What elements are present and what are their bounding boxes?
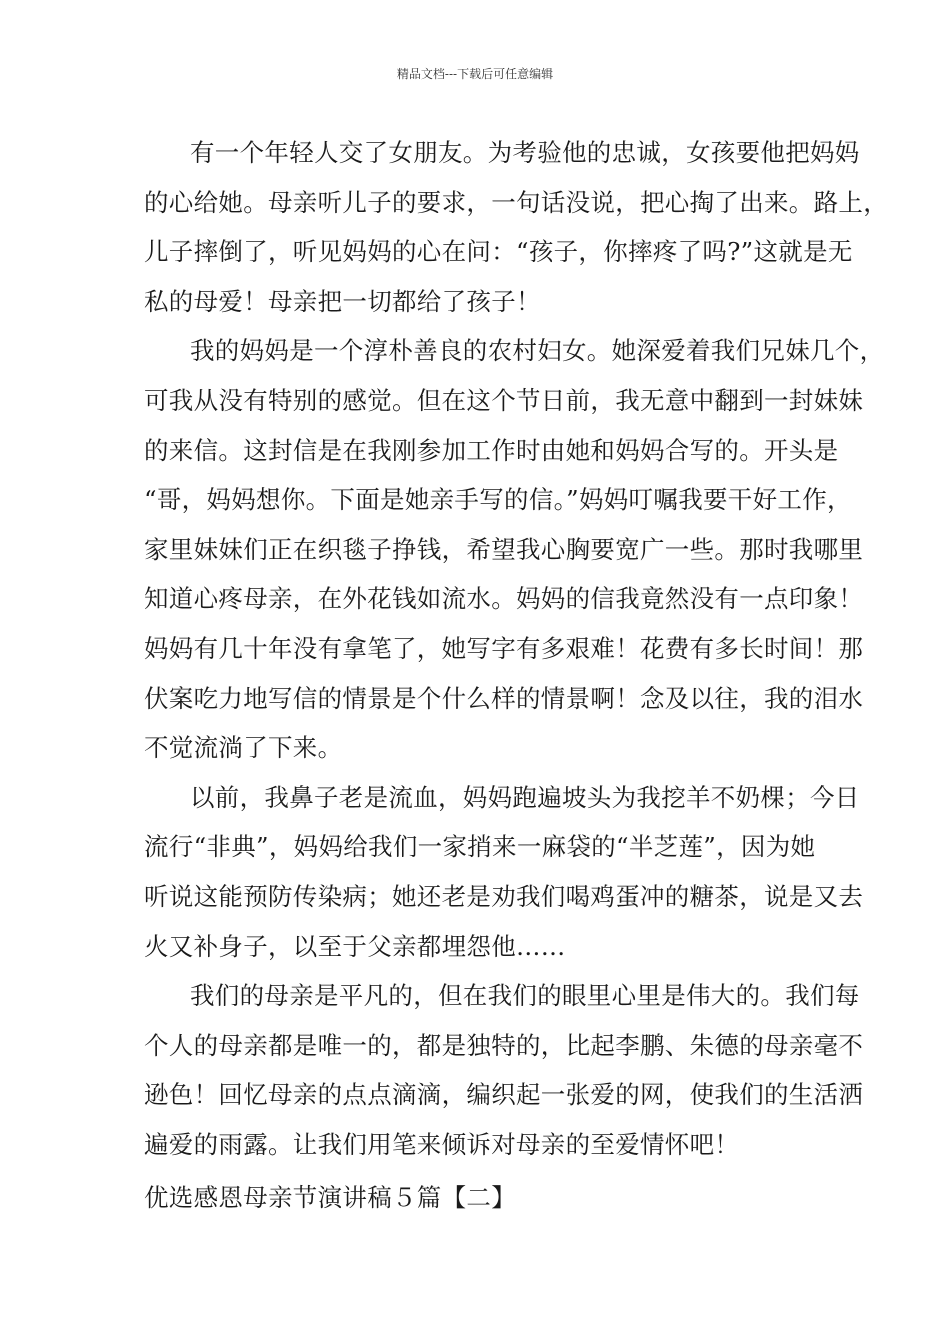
text-line: 听说这能预防传染病；她还老是劝我们喝鸡蛋冲的糖茶，说是又去: [144, 881, 864, 911]
text-line: 有一个年轻人交了女朋友。为考验他的忠诚，女孩要他把妈妈: [190, 138, 860, 167]
text-line: 家里妹妹们正在织毯子挣钱，希望我心胸要宽广一些。那时我哪里: [144, 534, 864, 564]
text-line: 儿子摔倒了，听见妈妈的心在问：“孩子，你摔疼了吗?”这就是无: [144, 237, 853, 267]
text-line: 妈妈有几十年没有拿笔了，她写字有多艰难！花费有多长时间！那: [144, 633, 864, 663]
text-line: 知道心疼母亲，在外花钱如流水。妈妈的信我竟然没有一点印象！: [144, 584, 864, 614]
text-line: 可我从没有特别的感觉。但在这个节日前，我无意中翻到一封妹妹: [144, 385, 864, 415]
text-line: 的来信。这封信是在我刚参加工作时由她和妈妈合写的。开头是: [144, 435, 839, 465]
page-header: 精品文档---下载后可任意编辑: [396, 67, 554, 81]
text-line: 火又补身子，以至于父亲都埋怨他……: [144, 931, 566, 961]
text-line: 我们的母亲是平凡的，但在我们的眼里心里是伟大的。我们每: [190, 981, 860, 1011]
text-line: 我的妈妈是一个淳朴善良的农村妇女。她深爱着我们兄妹几个，: [190, 336, 885, 366]
paragraph: [144, 326, 885, 772]
text-line: “哥，妈妈想你。下面是她亲手写的信。”妈妈叮嘱我要干好工作，: [144, 485, 852, 515]
text-line: 流行“非典”，妈妈给我们一家捎来一麻袋的“半芝莲”，因为她: [144, 832, 816, 862]
text-line: 逊色！回忆母亲的点点滴滴，编织起一张爱的网，使我们的生活洒: [144, 1080, 864, 1110]
text-line: 私的母爱！母亲把一切都给了孩子！: [144, 286, 541, 316]
text-line: 以前，我鼻子老是流血，妈妈跑遍坡头为我挖羊不奶棵；今日: [190, 782, 860, 812]
text-line: 不觉流淌了下来。: [144, 733, 343, 763]
paragraph: [144, 971, 864, 1169]
text-line: 遍爱的雨露。让我们用笔来倾诉对母亲的至爱情怀吧！: [144, 1129, 740, 1159]
text-line: 的心给她。母亲听儿子的要求，一句话没说，把心掏了出来。路上，: [144, 187, 888, 217]
text-line: 个人的母亲都是唯一的，都是独特的，比起李鹏、朱德的母亲毫不: [144, 1030, 864, 1060]
text-line: 伏案吃力地写信的情景是个什么样的情景啊！念及以往，我的泪水: [144, 683, 864, 713]
document-body: [144, 128, 888, 1169]
section-heading: 优选感恩母亲节演讲稿５篇【二】: [144, 1183, 516, 1212]
paragraph: [144, 773, 864, 971]
paragraph: [144, 128, 888, 326]
